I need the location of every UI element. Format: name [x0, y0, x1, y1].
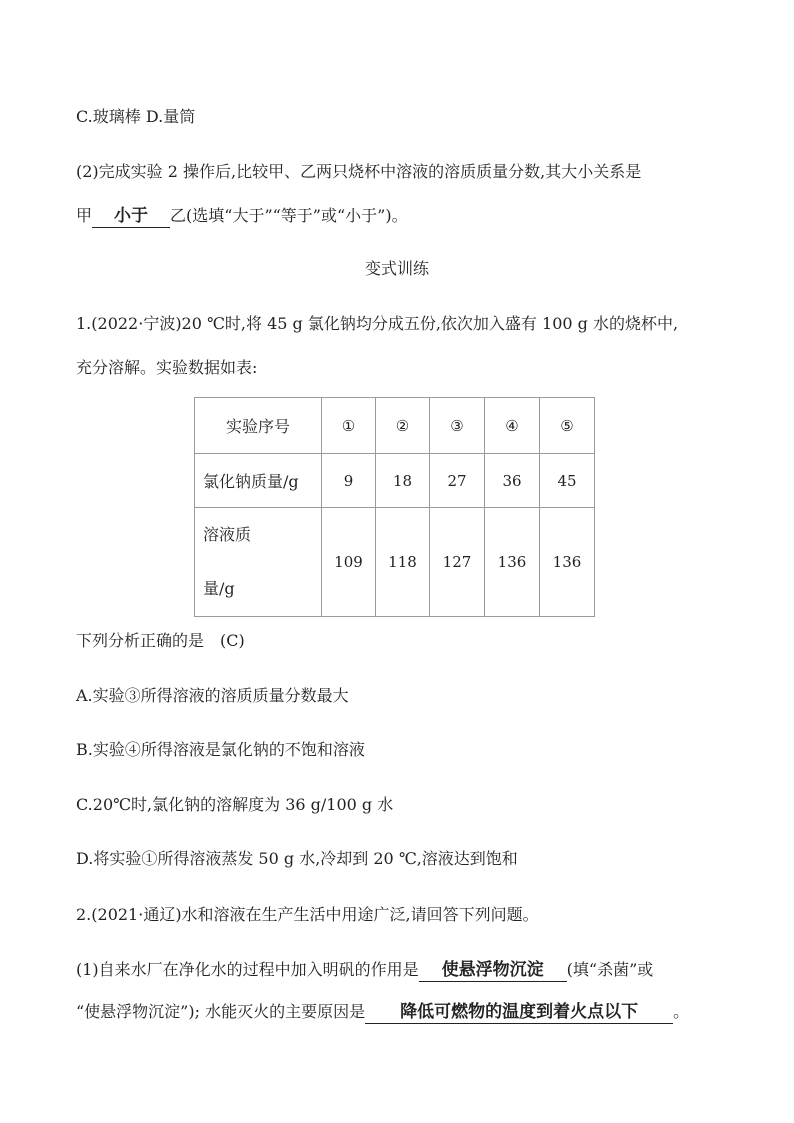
table-header-label: 实验序号 — [195, 398, 322, 454]
answer-blank: 小于 — [92, 205, 170, 228]
table-cell: 127 — [430, 508, 485, 617]
table-header-cell: ④ — [485, 398, 540, 454]
table-header-cell: ② — [376, 398, 430, 454]
table-header-cell: ① — [322, 398, 376, 454]
q1-stem: 下列分析正确的是 (C) — [76, 631, 245, 650]
q2-sub1-line-2 — [76, 1001, 689, 1024]
answer-prefix: 甲 — [76, 206, 93, 225]
section-title: 变式训练 — [364, 259, 429, 278]
option-a: A.实验③所得溶液的溶质质量分数最大 — [76, 686, 349, 705]
question-2-line-1: (2)完成实验 2 操作后,比较甲、乙两只烧杯中溶液的溶质质量分数,其大小关系是 — [76, 162, 642, 181]
q1-line-1: 1.(2022·宁波)20 ℃时,将 45 g 氯化钠均分成五份,依次加入盛有 100 g 水的烧杯中, — [76, 314, 679, 333]
table-header-cell: ⑤ — [540, 398, 595, 454]
answer-suffix: 乙(选填“大于”“等于”或“小于”)。 — [170, 206, 408, 225]
table-cell: 36 — [485, 454, 540, 508]
experiment-data-table — [194, 397, 595, 617]
answer-blank-1: 使悬浮物沉淀 — [419, 959, 567, 982]
table-cell: 118 — [376, 508, 430, 617]
q2-sub1-line2-prefix: “使悬浮物沉淀”); 水能灭火的主要原因是 — [76, 1002, 366, 1021]
table-row-label-line-1: 溶液质 — [203, 525, 252, 544]
option-c: C.20℃时,氯化钠的溶解度为 36 g/100 g 水 — [76, 795, 394, 814]
table-cell: 18 — [376, 454, 430, 508]
answer-blank-2: 降低可燃物的温度到着火点以下 — [365, 1001, 673, 1024]
option-b: B.实验④所得溶液是氯化钠的不饱和溶液 — [76, 740, 365, 759]
table-row-label: 氯化钠质量/g — [195, 454, 322, 508]
option-line-cd: C.玻璃棒 D.量筒 — [76, 107, 196, 126]
table-row — [195, 454, 595, 508]
q2-sub1-end: 。 — [673, 1002, 690, 1021]
q2-sub1-line-1 — [76, 959, 653, 982]
table-cell: 9 — [322, 454, 376, 508]
table-row-label-line-2: 量/g — [203, 579, 235, 598]
option-d: D.将实验①所得溶液蒸发 50 g 水,冷却到 20 ℃,溶液达到饱和 — [76, 849, 518, 868]
table-row — [195, 508, 595, 617]
q2-line-1: 2.(2021·通辽)水和溶液在生产生活中用途广泛,请回答下列问题。 — [76, 905, 539, 924]
table-cell: 45 — [540, 454, 595, 508]
q2-sub1-mid: (填“杀菌”或 — [566, 960, 654, 979]
table-row-label — [195, 508, 322, 617]
question-2-line-2 — [76, 205, 408, 228]
table-cell: 109 — [322, 508, 376, 617]
table-cell: 27 — [430, 454, 485, 508]
q1-line-2: 充分溶解。实验数据如表: — [76, 358, 258, 377]
table-cell: 136 — [485, 508, 540, 617]
table-header-cell: ③ — [430, 398, 485, 454]
table-cell: 136 — [540, 508, 595, 617]
q2-sub1-prefix: (1)自来水厂在净化水的过程中加入明矾的作用是 — [76, 960, 419, 979]
table-header-row — [195, 398, 595, 454]
